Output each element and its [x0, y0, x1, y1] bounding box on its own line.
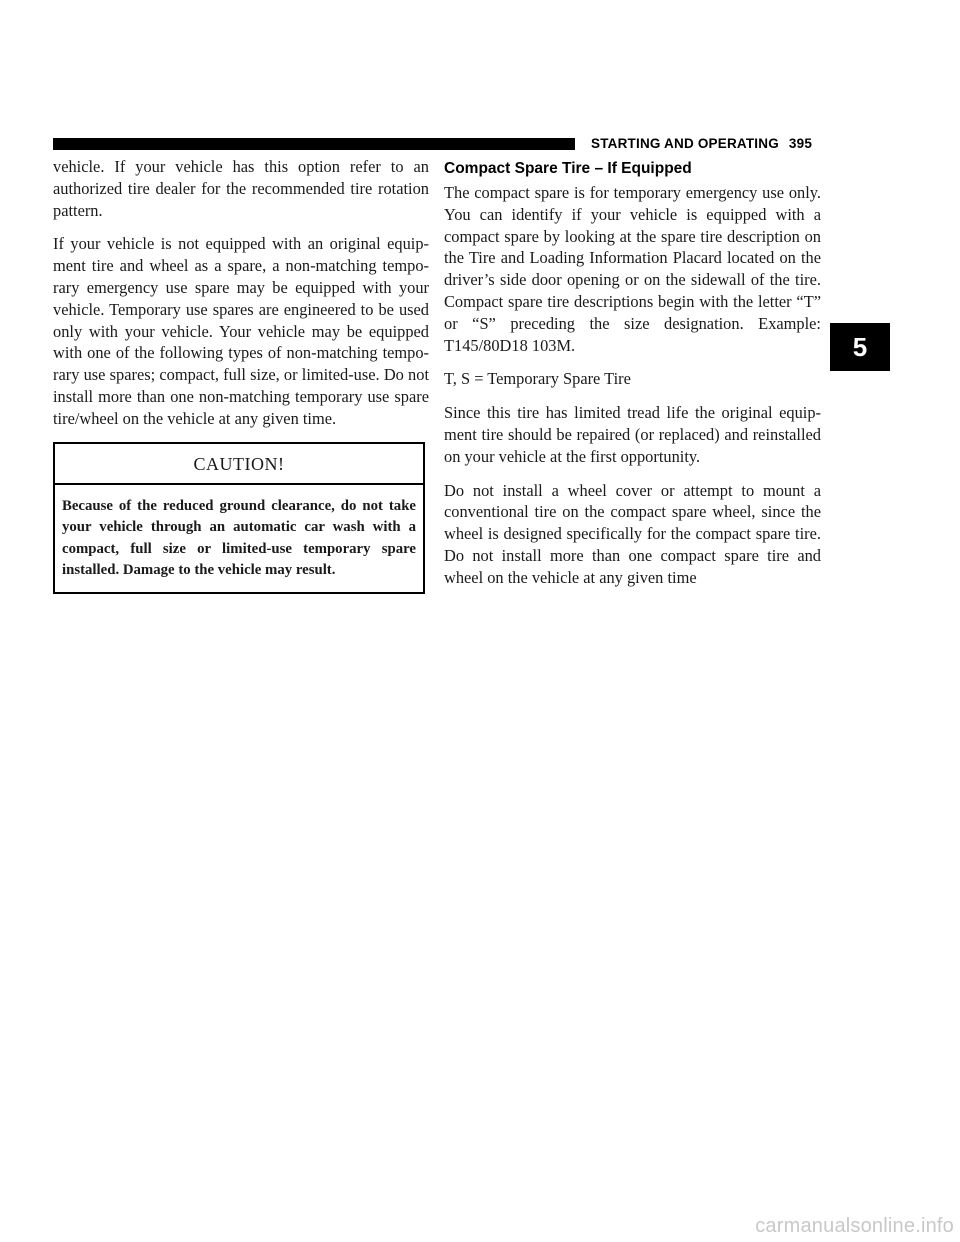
caution-title: CAUTION!: [55, 444, 423, 485]
section-title: STARTING AND OPERATING: [591, 136, 779, 151]
caution-box: [53, 442, 425, 594]
right-paragraph-4: Do not install a wheel cover or attempt to mount a conventional tire on the compact spare wheel, since the wheel is designed specifically for the compact spare tire. Do not install more than one compact spare tire and wheel on the vehicle at any given time: [444, 480, 821, 587]
page-number: 395: [788, 136, 813, 151]
right-column: [444, 156, 821, 601]
right-paragraph-3: Since this tire has limited tread life the original equip-ment tire should be repaired (or replaced) and reinstalled on your vehicle at the first opportunity.: [444, 403, 821, 466]
chapter-tab: [830, 323, 890, 371]
left-column: [53, 156, 429, 594]
watermark: carmanualsonline.info: [755, 1215, 954, 1237]
left-paragraph-2: If your vehicle is not equipped with an original equip-ment tire and wheel as a spare, a non-matching tempo-rary emergency use spare may be equipped with your vehicle. Temporary use spares are engineered to be used only with your vehicle. Your vehicle may be equipped with one of the following types of non-matching tempo-rary use spares; compact, full size, or limited-use. Do not install more than one non-matching temporary use spare tire/wheel on the vehicle at any given time.: [53, 234, 429, 428]
caution-text: Because of the reduced ground clearance, do not take your vehicle through an automatic car wash with a compact, full size or limited-use temporary spare installed. Damage to the vehicle may result.: [62, 497, 416, 579]
left-paragraph-1: vehicle. If your vehicle has this option refer to an authorized tire dealer for the recommended tire rotation pattern.: [53, 157, 429, 220]
header-rule: [53, 138, 575, 150]
right-paragraph-2: T, S = Temporary Spare Tire: [444, 369, 631, 389]
running-header: [591, 136, 812, 151]
right-paragraph-1: The compact spare is for temporary emergency use only. You can identify if your vehicle is equipped with a compact spare by looking at the spare tire description on the Tire and Loading Information Placard located on the driver’s side door opening or on the sidewall of the tire. Compact spare tire descriptions begin with the letter “T” or “S” preceding the size designation. Example: T145/80D18 103M.: [444, 183, 821, 355]
chapter-number: 5: [852, 331, 868, 362]
section-heading: Compact Spare Tire – If Equipped: [444, 160, 692, 177]
